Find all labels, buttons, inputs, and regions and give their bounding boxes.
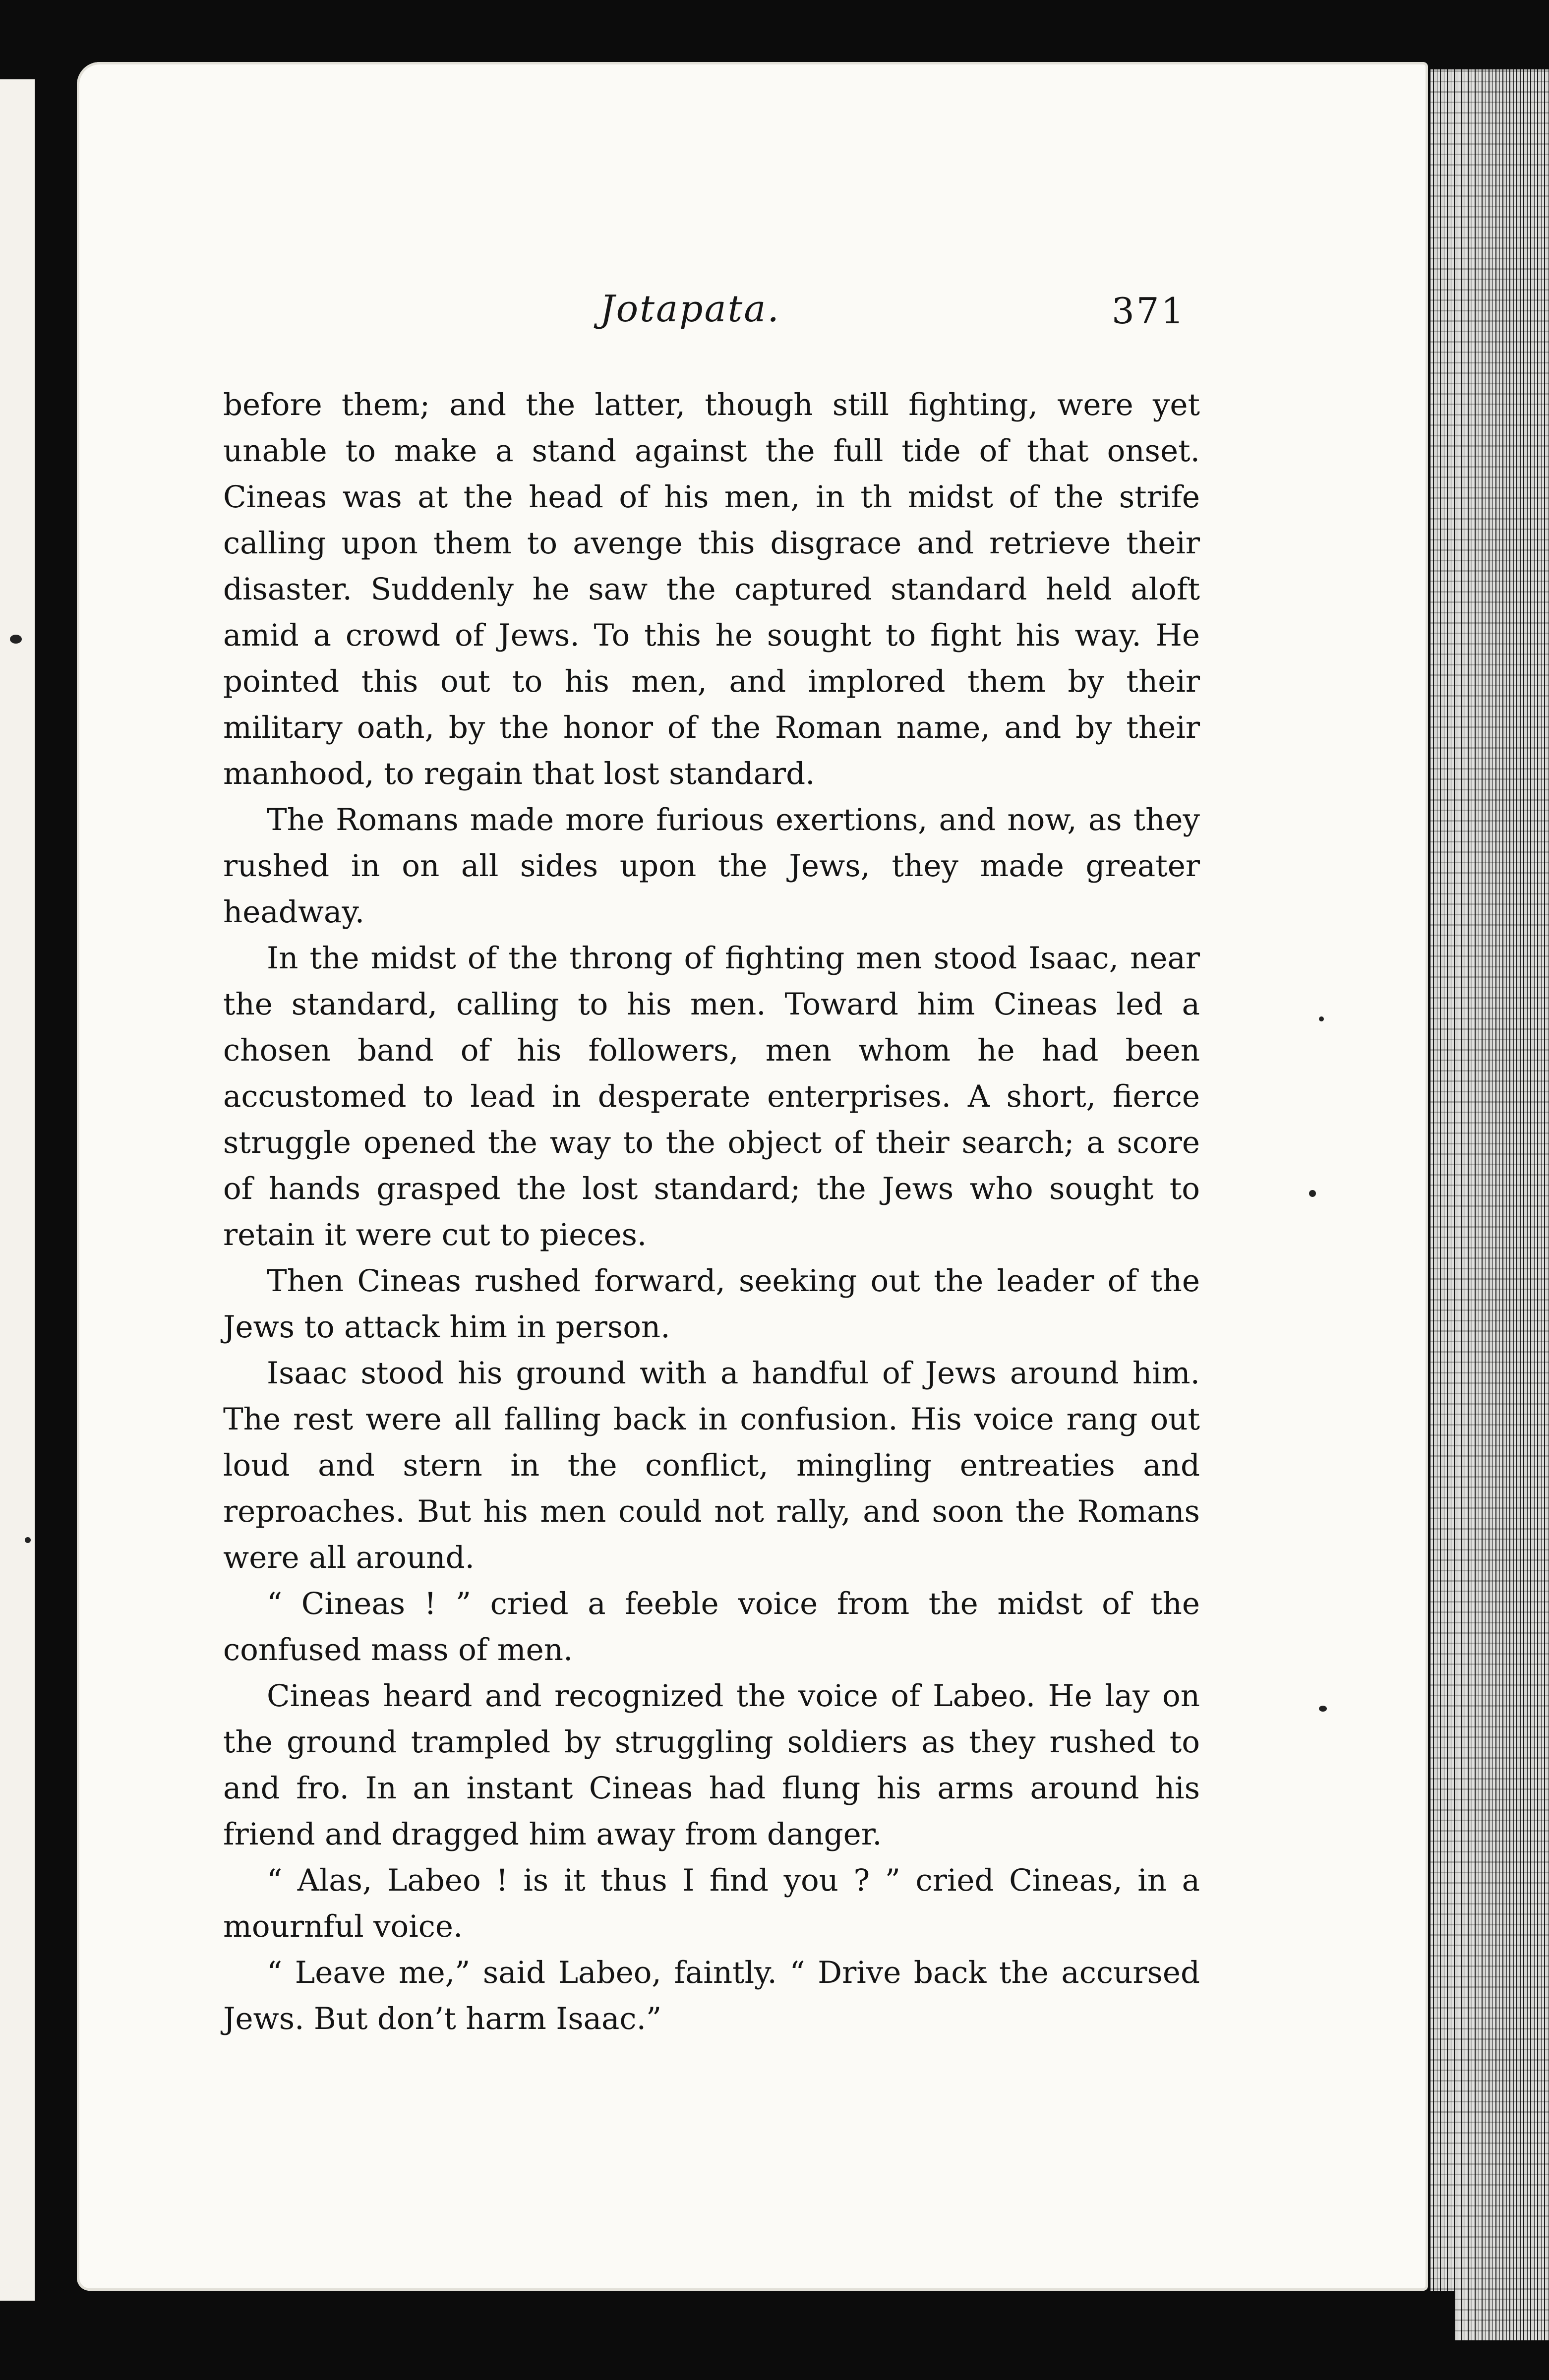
running-title: Jotapata. xyxy=(600,288,780,330)
paragraph: “ Alas, Labeo ! is it thus I find you ? ” cried Cineas, in a mournful voice. xyxy=(223,1863,1200,1944)
ink-speck xyxy=(1319,1706,1327,1712)
paragraph: Then Cineas rushed forward, seeking out the leader of the Jews to attack him in person. xyxy=(223,1263,1200,1345)
page-number: 371 xyxy=(1112,290,1186,332)
facing-page-edge xyxy=(0,79,35,2301)
body-text xyxy=(223,382,1200,2042)
paragraph: Cineas heard and recognized the voice of Labeo. He lay on the ground trampled by struggling soldiers as they rushed to and fro. In an instant Cineas had flung his arms around his friend and dragged him away from danger. xyxy=(223,1678,1200,1852)
scan-bottom-border xyxy=(77,2291,1455,2380)
paragraph: “ Leave me,” said Labeo, faintly. “ Drive back the accursed Jews. But don’t harm Isaac.” xyxy=(223,1955,1200,2036)
page-block-edge xyxy=(1430,69,1549,2340)
paragraph: In the midst of the throng of fighting men stood Isaac, near the standard, calling to his men. Toward him Cineas led a chosen band of his followers, men whom he had been accustomed to lead in desperate enterprises. A short, fierce struggle opened the way to the object of their search; a score of hands grasped the lost standard; the Jews who sought to retain it were cut to pieces. xyxy=(223,941,1200,1252)
paragraph: Isaac stood his ground with a handful of Jews around him. The rest were all falling back in confusion. His voice rang out loud and stern in the conflict, mingling entreaties and reproaches. But his men could not rally, and soon the Romans were all around. xyxy=(223,1356,1200,1575)
ink-speck xyxy=(25,1537,31,1543)
paragraph: before them; and the latter, though still fighting, were yet unable to make a stand against the full tide of that onset. Cineas was at the head of his men, in th midst of the strife calling upon them to avenge this disgrace and retrieve their disaster. Suddenly he saw the captured standard held aloft amid a crowd of Jews. To this he sought to fight his way. He pointed this out to his men, and implored them by their military oath, by the honor of the Roman name, and by their manhood, to regain that lost standard. xyxy=(223,387,1200,791)
ink-speck xyxy=(1309,1190,1316,1197)
paragraph: The Romans made more furious exertions, and now, as they rushed in on all sides upon the Jews, they made greater headway. xyxy=(223,802,1200,930)
paragraph: “ Cineas ! ” cried a feeble voice from the midst of the confused mass of men. xyxy=(223,1586,1200,1667)
ink-speck xyxy=(1319,1016,1324,1021)
ink-speck xyxy=(10,635,22,644)
